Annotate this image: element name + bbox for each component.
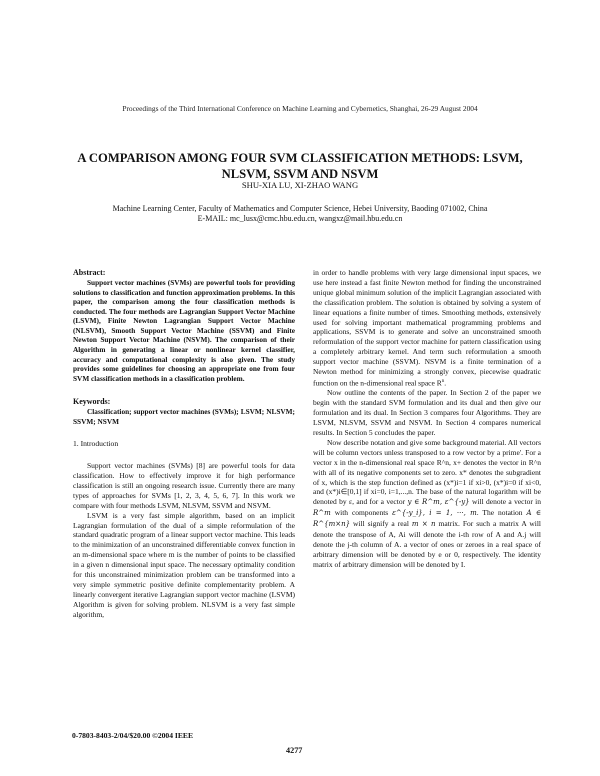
keywords-heading: Keywords: [73,397,111,407]
math-a-in-rmn: A ∈ R^{m×n} [313,509,542,529]
email: E-MAIL: mc_lusx@cmc.hbu.edu.cn, wangxz@mail.hbu.edu.cn [197,214,403,223]
math-m-by-n: m × n [411,520,436,529]
abstract-text: Support vector machines (SVMs) are powerful tools for providing solutions to classification and function approximation problems. In this paper, the comparison among the four classification methods is conducted. The four methods are Lagrangian Support Vector Machine (LSVM), Finite Newton Lagrangian Support Vector Machine (NLSVM), Smooth Support Vector Machine (SSVM) and Finite Newton Support Vector Machine (NSVM). The comparison of their Algorithm in generating a linear or nonlinear kernel classifier, accuracy and computational complexity is also given. The study provides some guidelines for choosing an appropriate one from four SVM classification methods in a classification problem. [73,277,295,383]
left-column [73,268,295,620]
notation-text-c: with components [334,508,389,518]
math-y-in-rm: y ∈ R^m, ε^{-y} [407,498,470,507]
right-paragraph-2: Now outline the contents of the paper. In Section 2 of the paper we begin with the standard SVM formulation and its dual and then give our formulation and its dual. In Section 3 compares four Algorithms. They are LSVM, NLSVM, SSVM and NSVM. In Section 4 compares numerical results. In Section 5 concludes the paper. [313,388,541,437]
right-paragraph-3 [313,438,541,570]
notation-text-d: . The notation [476,508,523,518]
proceedings-header: Proceedings of the Third International Conference on Machine Learning and Cybernetics, Shanghai, 26-29 August 2004 [122,104,478,113]
keywords-text: Classification; support vector machines (SVMs); LSVM; NLSVM; SSVM; NSVM [73,407,295,427]
math-components: ε^{-y_i}, i = 1, ···, m [392,509,477,518]
right-paragraph-1: in order to handle problems with very large dimensional input spaces, we use here instead a fast finite Newton method for finding the unconstrained unique global minimum solution of the implicit Lagrangian associated with the classification problem. The solution is obtained by solving a system of linear equations a finite number of times. Smoothing methods, extensively used for solving important mathematical programming problems and applications, SSVM is to generate and solve an unconstrained smooth reformulation of the support vector machine for pattern classification using a completely arbitrary kernel. And term such reformulation a smooth support vector machine (SSVM). NSVM is a finite termination of a Newton method for minimizing a strongly convex, piecewise quadratic function on the n-dimensional real space $R^n$. [313,268,541,388]
right-column [313,268,541,570]
introduction-heading: 1. Introduction [73,439,119,449]
math-rm: R^m [313,509,331,518]
page-number: 4277 [286,746,303,755]
authors: SHU-XIA LU, XI-ZHAO WANG [241,180,359,190]
affiliation-block [60,204,540,224]
right-paragraph-1-text: in order to handle problems with very large dimensional input spaces, we use here instead a fast finite Newton method for finding the unconstrained unique global minimum solution of the implicit Lagrangian associated with the classification problem. The solution is obtained by solving a system of linear equations a finite number of times. Smoothing methods, extensively used for solving important mathematical programming problems and applications, SSVM is to generate and solve an unconstrained smooth reformulation of the support vector machine for pattern classification using a completely arbitrary kernel. And term such reformulation a smooth support vector machine (SSVM). NSVM is a finite termination of a Newton method for minimizing a strongly convex, piecewise quadratic function on the n-dimensional real space R [313,268,541,388]
notation-text-e: will signify a real [353,519,409,529]
superscript-n: n [441,378,445,384]
title-line-2: NLSVM, SSVM AND NSVM [221,167,379,181]
notation-text-a: Now describe notation and give some background material. All vectors will be column vectors unless transposed to a row vector by a prime'. For a vector x in the n-dimensional real space R^n, x+ denotes the vector in R^n with all of its negative components set to zero. x* denotes the subgradient of x, which is the step function defined as (x*)i=1 if xi>0, (x*)i=0 if xi<0, and (x*)i∈[0,1] if xi=0, i=1,...,n. The base of the natural logarithm will be denoted by ε, and for a vector [313,437,541,507]
isbn-footer: 0-7803-8403-2/04/$20.00 ©2004 IEEE [72,731,194,740]
paper-title [40,150,560,182]
notation-text-f: matrix. For such a matrix A will denote the transpose of A, Ai will denote the i-th row of A and A.j will denote the j-th column of A. a vector of ones or zeroes in a real space of arbitrary dimension will be denoted by e or 0, respectively. The identity matrix of arbitrary dimension will be denoted by I. [313,519,541,569]
title-line-1: A COMPARISON AMONG FOUR SVM CLASSIFICATION METHODS: LSVM, [77,151,523,165]
affiliation: Machine Learning Center, Faculty of Mathematics and Computer Science, Hebei University, Baoding 071002, China [112,204,488,213]
abstract-heading: Abstract: [73,268,106,277]
intro-paragraph-1: Support vector machines (SVMs) [8] are powerful tools for data classification. How to effectively improve it for high performance classification is still an ongoing research issue. Currently there are many types of approaches for SVMs [1, 2, 3, 4, 5, 6, 7]. In this work we compare with four methods LSVM, NLSVM, SSVM and NSVM. [73,461,295,510]
notation-text-b: will denote a vector in [472,497,542,507]
intro-paragraph-2: LSVM is a very fast simple algorithm, based on an implicit Lagrangian formulation of the dual of a simple reformulation of the standard quadratic program of a linear support vector machine. This leads to the minimization of an unconstrained differentiable convex function in an m-dimensional space where m is the number of points to be classified in a given n dimensional input space. The necessary optimality condition for this unconstrained minimization problem can be transformed into a very simple symmetric positive definite complementarity problem. A linearly convergent iterative Lagrangian support vector machine (LSVM) Algorithm is given for solving problem. NLSVM is a very fast simple algorithm, [73,510,295,619]
